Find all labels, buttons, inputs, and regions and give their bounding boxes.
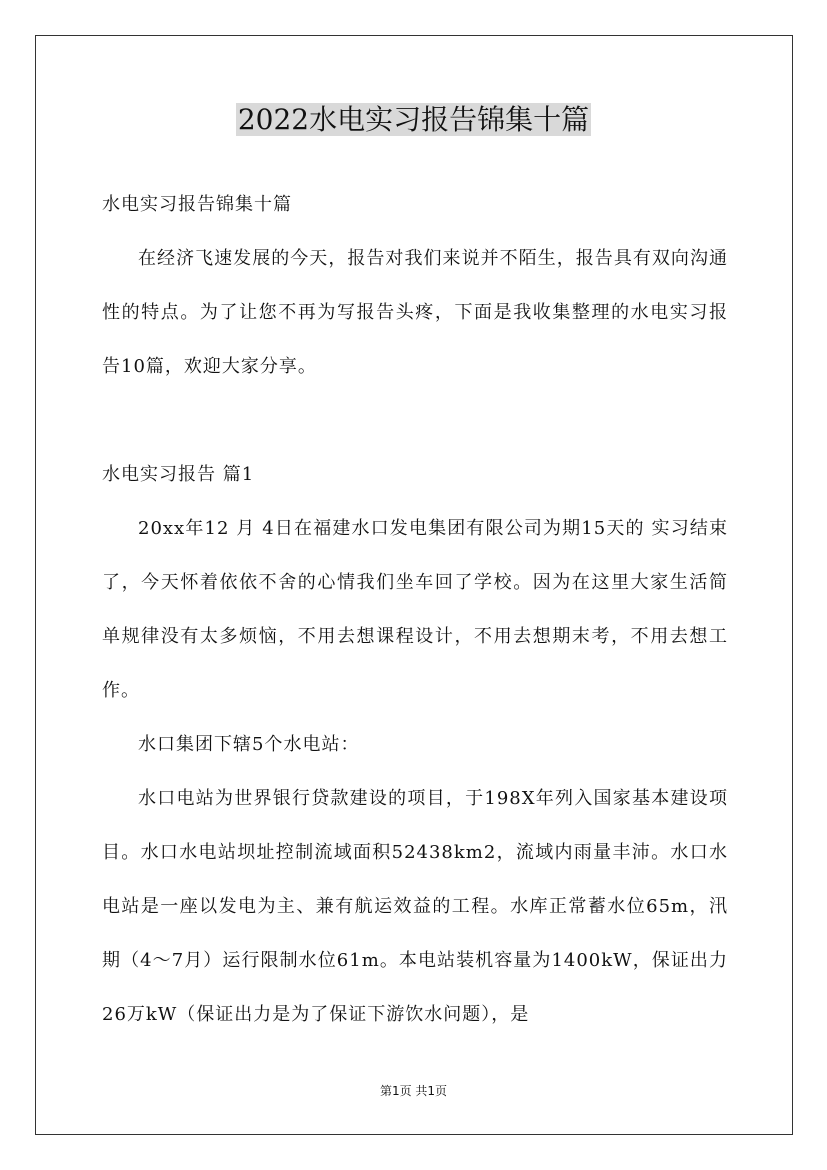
body-paragraph-3: 水口电站为世界银行贷款建设的项目，于198X年列入国家基本建设项目。水口水电站坝址控制流域面积52438km2，流域内雨量丰沛。水口水电站是一座以发电为主、兼有航运效益的工程。水库正常蓄水位65m，汛期（4～7月）运行限制水位61m。本电站装机容量为1400kW，保证出力26万kW（保证出力是为了保证下游饮水问题），是 (102, 788, 728, 1025)
page-footer (0, 1082, 827, 1099)
section-spacer (102, 394, 728, 448)
section-heading: 水电实习报告 篇1 (102, 464, 255, 485)
document-title (0, 100, 827, 140)
document-title-text: 2022水电实习报告锦集十篇 (237, 103, 590, 136)
page-number-label: 第1页 共1页 (379, 1084, 448, 1098)
body-paragraph-2: 水口集团下辖5个水电站： (138, 734, 360, 755)
document-body (102, 178, 728, 1042)
document-subtitle: 水电实习报告锦集十篇 (102, 194, 292, 215)
body-paragraph-1: 20xx年12 月 4日在福建水口发电集团有限公司为期15天的 实习结束了，今天怀着依依不舍的心情我们坐车回了学校。因为在这里大家生活简单规律没有太多烦恼，不用去想课程设计，不用去想期末考，不用去想工作。 (102, 518, 728, 701)
intro-paragraph: 在经济飞速发展的今天，报告对我们来说并不陌生，报告具有双向沟通性的特点。为了让您不再为写报告头疼，下面是我收集整理的水电实习报告10篇，欢迎大家分享。 (102, 248, 728, 377)
